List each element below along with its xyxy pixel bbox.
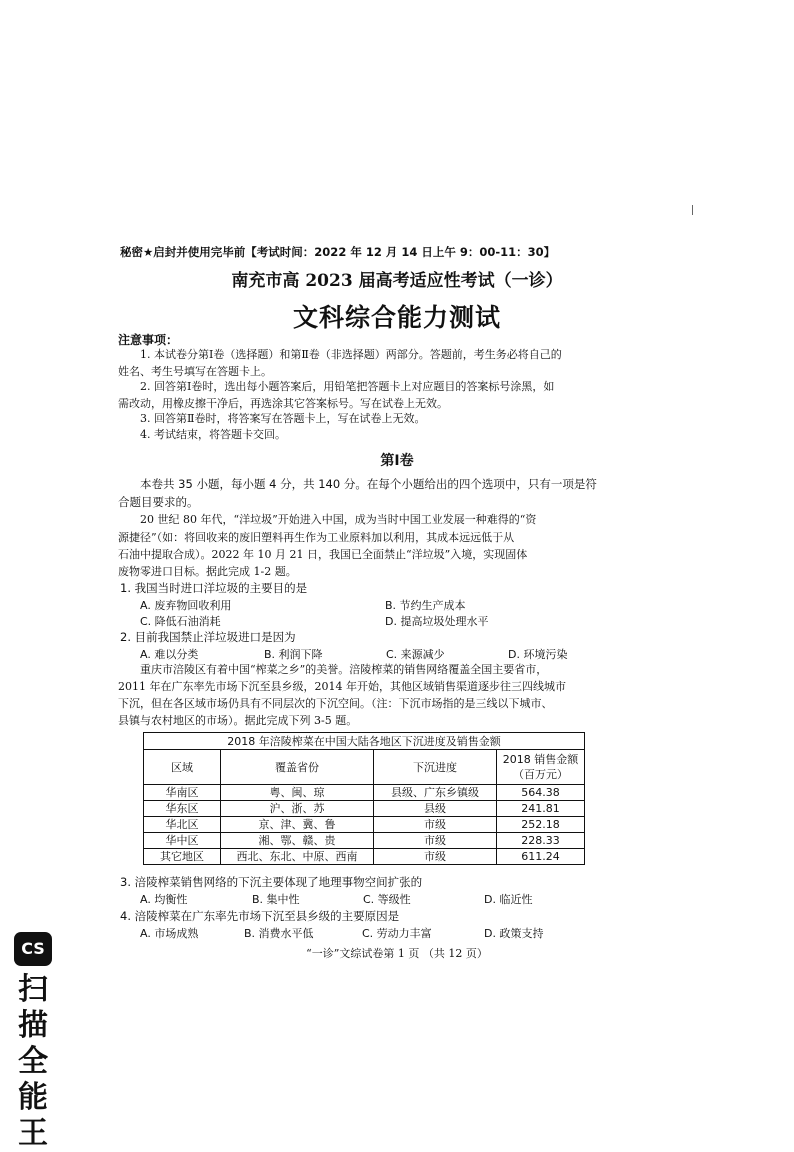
scan-mark [692,205,693,215]
question-3-option-a: A. 均衡性 [140,893,188,906]
page-footer: “一诊”文综试卷第 1 页 （共 12 页） [306,947,488,960]
watermark-char: 扫 [18,972,48,1007]
question-2-option-b: B. 利润下降 [264,648,323,661]
cell-provinces: 粤、闽、琼 [221,785,374,801]
question-3-option-b: B. 集中性 [252,893,300,906]
passage-line: 废物零进口目标。据此完成 1-2 题。 [118,565,297,578]
passage-line: 20 世纪 80 年代，“洋垃圾”开始进入中国，成为当时中国工业发展一种难得的“资 [140,513,537,526]
sales-table [143,732,585,865]
camscanner-watermark [12,972,54,1152]
question-3-option-c: C. 等级性 [363,893,411,906]
question-3-option-d: D. 临近性 [484,893,533,906]
confidential-line: 秘密★启封并使用完毕前【考试时间：2022 年 12 月 14 日上午 9：00-11：30】 [120,245,556,259]
cell-sales: 228.33 [497,833,585,849]
cell-provinces: 湘、鄂、赣、贵 [221,833,374,849]
table-row [144,833,585,849]
question-4-option-a: A. 市场成熟 [140,927,199,940]
notice-line: 4. 考试结束，将答题卡交回。 [140,428,286,441]
cell-region: 华中区 [144,833,221,849]
header-provinces: 覆盖省份 [221,750,374,785]
question-4-option-d: D. 政策支持 [484,927,544,940]
passage-line: 石油中提取合成）。2022 年 10 月 21 日，我国已全面禁止“洋垃圾”入境，实现固体 [118,548,528,561]
watermark-char: 能 [18,1080,48,1115]
cell-sales: 611.24 [497,849,585,865]
header-sales-line2: （百万元） [513,768,568,781]
passage-line: 下沉，但在各区域市场仍具有不同层次的下沉空间。（注：下沉市场指的是三线以下城市、 [118,697,553,710]
table-row [144,817,585,833]
notice-line: 2. 回答第Ⅰ卷时，选出每小题答案后，用铅笔把答题卡上对应题目的答案标号涂黑，如 [140,380,555,393]
question-2-option-c: C. 来源减少 [386,648,445,661]
passage-line: 重庆市涪陵区有着中国“榨菜之乡”的美誉。涪陵榨菜的销售网络覆盖全国主要省市， [140,663,548,676]
cell-progress: 县级 [374,801,497,817]
question-4-stem: 4. 涪陵榨菜在广东率先市场下沉至县乡级的主要原因是 [120,909,400,923]
notice-line: 需改动，用橡皮擦干净后，再选涂其它答案标号。写在试卷上无效。 [118,397,448,410]
cell-provinces: 沪、浙、苏 [221,801,374,817]
passage-line: 2011 年在广东率先市场下沉至县乡级，2014 年开始，其他区域销售渠道逐步往三四线城市 [118,680,566,693]
table-caption: 2018 年涪陵榨菜在中国大陆各地区下沉进度及销售金额 [144,733,585,750]
watermark-char: 描 [18,1008,48,1043]
question-4-option-c: C. 劳动力丰富 [362,927,432,940]
header-region: 区域 [144,750,221,785]
table-row [144,785,585,801]
question-1-option-b: B. 节约生产成本 [385,599,466,612]
cell-provinces: 西北、东北、中原、西南 [221,849,374,865]
passage-line: 县镇与农村地区的市场）。据此完成下列 3-5 题。 [118,714,358,727]
cell-region: 华南区 [144,785,221,801]
cell-region: 其它地区 [144,849,221,865]
notice-line: 3. 回答第Ⅱ卷时，将答案写在答题卡上，写在试卷上无效。 [140,412,426,425]
cell-progress: 市级 [374,849,497,865]
exam-title: 南充市高 2023 届高考适应性考试（一诊） [231,271,563,291]
passage-line: 源捷径”（如：将回收来的废旧塑料再生作为工业原料加以利用，其成本远远低于从 [118,531,515,544]
question-2-option-a: A. 难以分类 [140,648,199,661]
section-intro: 合题目要求的。 [118,495,199,509]
cell-region: 华东区 [144,801,221,817]
cell-sales: 252.18 [497,817,585,833]
question-2-stem: 2. 目前我国禁止洋垃圾进口是因为 [120,630,296,644]
question-2-option-d: D. 环境污染 [508,648,568,661]
watermark-char: 王 [18,1116,48,1151]
header-sales [497,750,585,785]
cell-sales: 564.38 [497,785,585,801]
notice-line: 姓名、考生号填写在答题卡上。 [118,365,272,378]
question-1-stem: 1. 我国当时进口洋垃圾的主要目的是 [120,581,308,595]
table-row [144,849,585,865]
question-1-option-c: C. 降低石油消耗 [140,615,221,628]
cell-progress: 县级、广东乡镇级 [374,785,497,801]
cell-progress: 市级 [374,817,497,833]
cell-sales: 241.81 [497,801,585,817]
question-1-option-a: A. 废弃物回收利用 [140,599,232,612]
cell-region: 华北区 [144,817,221,833]
header-progress: 下沉进度 [374,750,497,785]
question-3-stem: 3. 涪陵榨菜销售网络的下沉主要体现了地理事物空间扩张的 [120,875,423,889]
question-1-option-d: D. 提高垃圾处理水平 [385,615,489,628]
section-title: 第Ⅰ卷 [380,453,414,469]
subject-title: 文科综合能力测试 [292,303,501,332]
notice-line: 1. 本试卷分第Ⅰ卷（选择题）和第Ⅱ卷（非选择题）两部分。答题前，考生务必将自己的 [140,348,562,361]
cell-progress: 市级 [374,833,497,849]
question-4-option-b: B. 消费水平低 [244,927,314,940]
table-row [144,801,585,817]
header-sales-line1: 2018 销售金额 [502,753,579,766]
notice-heading: 注意事项： [118,333,179,347]
table-header-row [144,750,585,785]
cell-provinces: 京、津、冀、鲁 [221,817,374,833]
watermark-char: 全 [18,1044,48,1079]
camscanner-logo: CS [14,932,52,966]
section-intro: 本卷共 35 小题，每小题 4 分，共 140 分。在每个小题给出的四个选项中，只有一项是符 [140,477,597,491]
